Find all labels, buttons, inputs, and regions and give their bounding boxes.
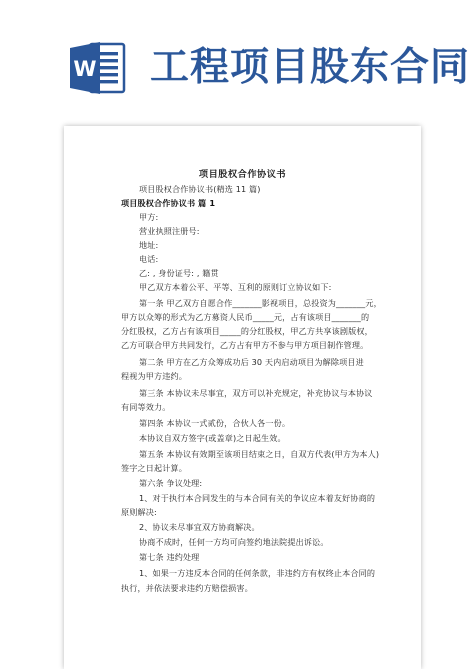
doc-line: 第一条 甲乙双方自愿合作_______影视项目，总投资为_______元， xyxy=(139,298,382,308)
doc-line: 本协议自双方签字(或盖章)之日起生效。 xyxy=(139,433,286,443)
section-heading: 项目股权合作协议书 篇 1 xyxy=(121,198,216,208)
doc-line: 1、对于执行本合同发生的与本合同有关的争议应本着友好协商的 xyxy=(139,493,376,503)
doc-line: 原则解决: xyxy=(121,507,157,517)
doc-line: 签字之日起计算。 xyxy=(121,463,187,473)
doc-line: 乙: , 身份证号: , 籍贯 xyxy=(139,268,219,278)
doc-line: 程视为甲方违约。 xyxy=(121,371,187,381)
doc-line: 协商不成时，任何一方均可向签约地法院提出诉讼。 xyxy=(139,537,329,547)
doc-line: 2、协议未尽事宜双方协商解决。 xyxy=(139,522,260,532)
doc-line: 1、如果一方违反本合同的任何条款，非违约方有权终止本合同的 xyxy=(139,568,376,578)
word-icon-letter: W xyxy=(73,57,97,81)
doc-line: 第五条 本协议有效期至该项目结束之日，自双方代表(甲方为本人) xyxy=(139,449,380,459)
word-document-icon xyxy=(68,38,128,98)
doc-line: 第六条 争议处理: xyxy=(139,478,203,488)
doc-line: 地址: xyxy=(139,240,159,250)
doc-line: 项目股权合作协议书(精选 11 篇) xyxy=(139,184,261,194)
doc-line: 乙方可联合甲方共同发行，乙方占有甲方不参与甲方项目制作管理。 xyxy=(121,340,369,350)
document-title: 项目股权合作协议书 xyxy=(198,169,287,180)
doc-line: 执行，并依法要求违约方赔偿损害。 xyxy=(121,583,253,593)
doc-line: 第二条 甲方在乙方众筹成功后 30 天内启动项目为解除项目进 xyxy=(139,357,364,367)
doc-line: 分红股权，乙方占有该项目_____的分红股权，甲乙方共享该剧版权， xyxy=(121,326,373,336)
doc-line: 甲方以众筹的形式为乙方募资人民币_____元，占有该项目_______的 xyxy=(121,312,370,322)
doc-line: 第四条 本协议一式贰份，合伙人各一份。 xyxy=(139,418,291,428)
doc-line: 第三条 本协议未尽事宜，双方可以补充规定，补充协议与本协议 xyxy=(139,388,373,398)
document-page xyxy=(64,126,421,669)
banner-title: 工程项目股东合同 xyxy=(150,45,471,90)
doc-line: 甲乙双方本着公平、平等、互利的原则订立协议如下: xyxy=(139,282,332,292)
doc-line: 第七条 违约处理 xyxy=(139,552,200,562)
doc-line: 甲方: xyxy=(139,212,159,222)
doc-line: 有同等效力。 xyxy=(121,402,171,412)
doc-line: 营业执照注册号: xyxy=(139,226,200,236)
banner-header xyxy=(0,0,474,120)
doc-line: 电话: xyxy=(139,254,159,264)
